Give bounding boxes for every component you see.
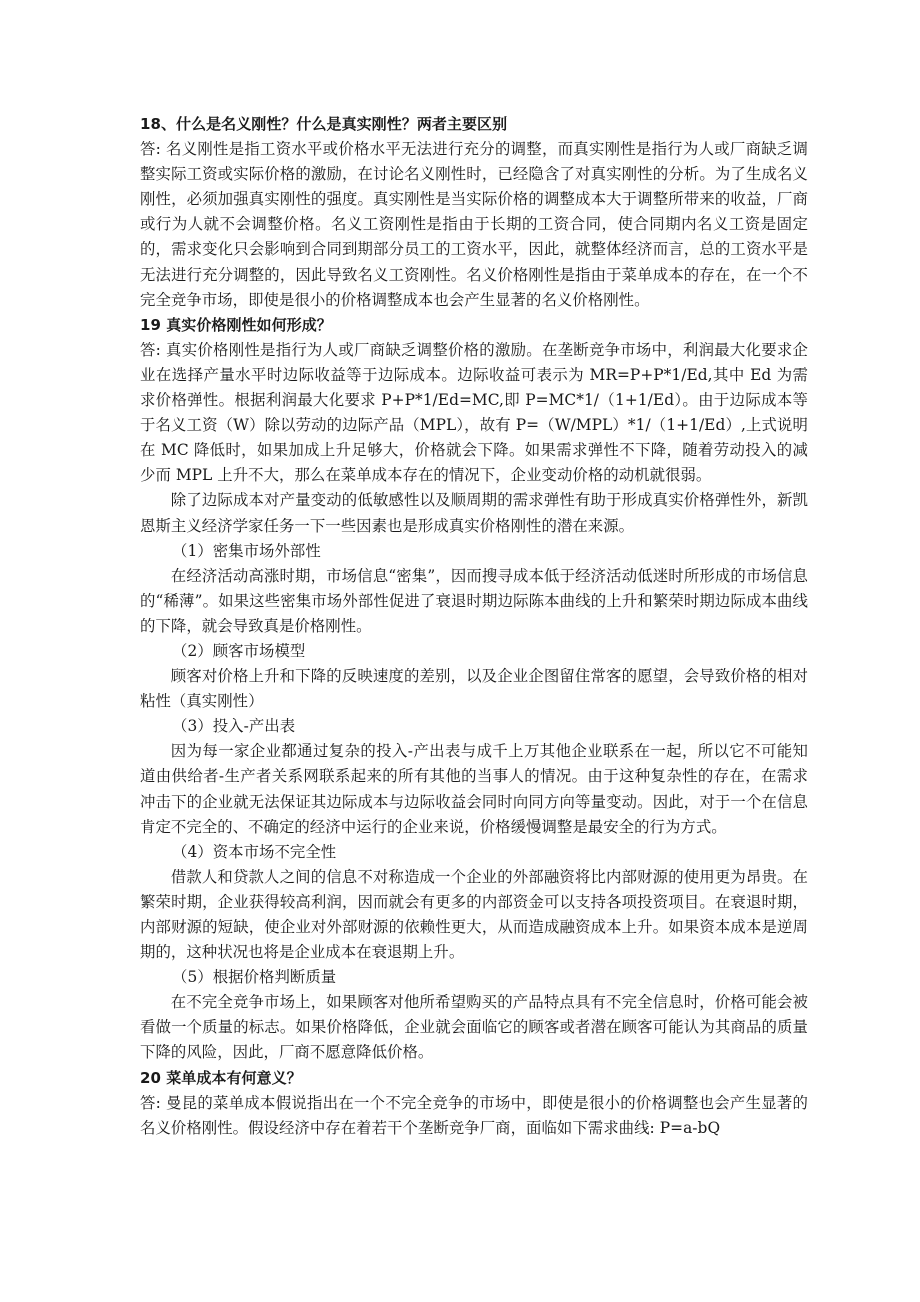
item-4-heading: （4）资本市场不完全性 xyxy=(172,842,337,861)
item-3-text: 因为每一家企业都通过复杂的投入-产出表与成千上万其他企业联系在一起，所以它不可能知道由供给者-生产者关系网联系起来的所有其他的当事人的情况。由于这种复杂性的存在，在需求冲击下的企业就无法保证其边际成本与边际收益会同时向同方向等量变动。因此，对于一个在信息肯定不完全的、不确定的经济中运行的企业来说，价格缓慢调整是最安全的行为方式。 xyxy=(140,742,808,836)
question-19-answer: 答: 真实价格刚性是指行为人或厂商缺乏调整价格的激励。在垄断竞争市场中，利润最大化要求企业在选择产量水平时边际收益等于边际成本。边际收益可表示为 MR=P+P*1/Ed,其中 Ed 为需求价格弹性。根据利润最大化要求 P+P*1/Ed=MC,即 P=MC*1/（1+1/Ed）。由于边际成本等于名义工资（W）除以劳动的边际产品（MPL），故有 P=（W/MPL）*1/（1+1/Ed）,上式说明在 MC 降低时，如果加成上升足够大，价格就会下降。如果需求弹性不下降，随着劳动投入的减少而 MPL 上升不大，那么在菜单成本存在的情况下，企业变动价格的动机就很弱。 xyxy=(140,340,808,485)
question-19-heading: 19 真实价格刚性如何形成？ xyxy=(140,315,332,334)
question-20-answer: 答: 曼昆的菜单成本假说指出在一个不完全竞争的市场中，即使是很小的价格调整也会产生显著的名义价格刚性。假设经济中存在着若干个垄断竞争厂商，面临如下需求曲线: P=a-bQ xyxy=(140,1093,808,1137)
item-2-text: 顾客对价格上升和下降的反映速度的差别，以及企业企图留住常客的愿望，会导致价格的相对粘性（真实刚性） xyxy=(140,667,808,711)
item-2-heading: （2）顾客市场模型 xyxy=(172,641,306,660)
item-4-text: 借款人和贷款人之间的信息不对称造成一个企业的外部融资将比内部财源的使用更为昂贵。在繁荣时期，企业获得较高利润，因而就会有更多的内部资金可以支持各项投资项目。在衰退时期，内部财源的短缺，使企业对外部财源的依赖性更大，从而造成融资成本上升。如果资本成本是逆周期的，这种状况也将是企业成本在衰退期上升。 xyxy=(140,867,808,962)
item-1-text: 在经济活动高涨时期，市场信息“密集”，因而搜寻成本低于经济活动低迷时所形成的市场信息的“稀薄”。如果这些密集市场外部性促进了衰退时期边际陈本曲线的上升和繁荣时期边际成本曲线的下降，就会导致真是价格刚性。 xyxy=(140,566,808,635)
item-3-heading: （3）投入-产出表 xyxy=(172,717,296,736)
question-18-heading: 18、什么是名义刚性？什么是真实刚性？两者主要区别 xyxy=(140,115,508,133)
item-5-heading: （5）根据价格判断质量 xyxy=(172,968,337,987)
item-1-heading: （1）密集市场外部性 xyxy=(172,541,321,560)
question-19-intro: 除了边际成本对产量变动的低敏感性以及顺周期的需求弹性有助于形成真实价格弹性外，新凯恩斯主义经济学家任务一下一些因素也是形成真实价格刚性的潜在来源。 xyxy=(140,491,808,535)
question-18-answer: 答: 名义刚性是指工资水平或价格水平无法进行充分的调整，而真实刚性是指行为人或厂商缺乏调整实际工资或实际价格的激励，在讨论名义刚性时，已经隐含了对真实刚性的分析。为了生成名义刚性，必须加强真实刚性的强度。真实刚性是当实际价格的调整成本大于调整所带来的收益，厂商或行为人就不会调整价格。名义工资刚性是指由于长期的工资合同，使合同期内名义工资是固定的，需求变化只会影响到合同到期部分员工的工资水平，因此，就整体经济而言，总的工资水平是无法进行充分调整的，因此导致名义工资刚性。名义价格刚性是指由于菜单成本的存在，在一个不完全竞争市场，即使是很小的价格调整成本也会产生显著的名义价格刚性。 xyxy=(140,140,808,309)
question-20-heading: 20 菜单成本有何意义？ xyxy=(140,1068,302,1087)
item-5-text: 在不完全竞争市场上，如果顾客对他所希望购买的产品特点具有不完全信息时，价格可能会被看做一个质量的标志。如果价格降低，企业就会面临它的顾客或者潜在顾客可能认为其商品的质量下降的风险，因此，厂商不愿意降低价格。 xyxy=(140,993,808,1062)
